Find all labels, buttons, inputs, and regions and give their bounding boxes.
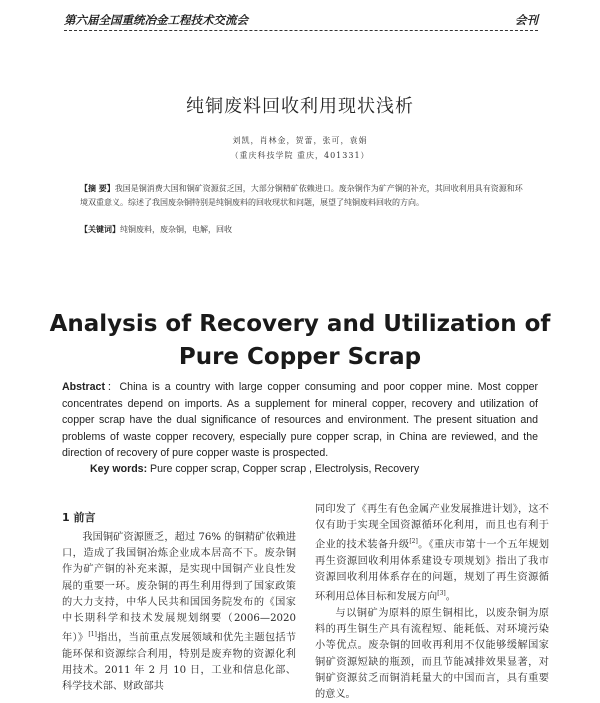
abstract-cn: [80, 181, 526, 210]
keywords-cn-text: 纯铜废料，废杂铜，电解，回收: [120, 225, 232, 234]
publication-label: 会刊: [515, 13, 538, 27]
paper-title-cn: 纯铜废料回收利用现状浅析: [186, 96, 414, 117]
paragraph-text: 。: [445, 591, 456, 603]
citation-ref: [1]: [88, 631, 97, 639]
abstract-en: [62, 379, 538, 462]
body-paragraph: [315, 606, 549, 703]
conference-title: 第六届全国重统冶金工程技术交流会: [64, 13, 248, 27]
keywords-en-label: Key words:: [90, 463, 148, 475]
section-heading-intro: 1 前言: [62, 511, 96, 524]
keywords-cn: [80, 222, 526, 237]
body-column-right: [315, 502, 549, 703]
keywords-en: [90, 461, 540, 477]
page-header: [0, 0, 600, 40]
body-paragraph: [62, 530, 296, 695]
abstract-cn-text: 我国是铜消费大国和铜矿资源贫乏国，大部分铜精矿依赖进口。废杂铜作为矿产铜的补充，其回收利用具有资源和环境双重意义。综述了我国废杂铜特别是纯铜废料的回收现状和问题，展望了纯铜废料回收的方向。: [80, 184, 523, 207]
paragraph-text: 。《重庆市第十一个五年规划再生资源回收利用体系建设专项规划》指出了我市资源回收利用体系存在的问题，规划了再生资源循环利用总体目标和发展方向: [315, 539, 550, 603]
keywords-cn-label: 【关键词】: [80, 224, 120, 234]
abstract-en-label: Abstract: [62, 381, 105, 393]
paragraph-text: 与以铜矿为原料的原生铜相比，以废杂铜为原料的再生铜生产具有流程短、能耗低、对环境污染小等优点。废杂铜的回收再利用不仅能够缓解国家铜矿资源短缺的瓶颈，而且节能减排效果显著，对铜矿资源贫乏而铜消耗量大的中国而言，具有重要的意义。: [315, 608, 549, 701]
paragraph-text: 同印发了《再生有色金属产业发展推进计划》，这不仅有助于实现全国资源循环化利用，而且也有利于企业的技术装备升级: [315, 504, 549, 551]
keywords-en-text: Pure copper scrap, Copper scrap , Electrolysis, Recovery: [147, 463, 420, 475]
authors: 刘凯，肖林金，贺蕾，张可，袁娟: [232, 136, 368, 145]
affiliation: （重庆科技学院 重庆，401331）: [230, 151, 370, 160]
header-rule: [64, 30, 538, 31]
abstract-en-text: ：China is a country with large copper consuming and poor copper mine. Most copper concentrates depend on imports. As a supplement for mineral copper, recovery and utilization of copper scrap have the dual significance of resources and environment. The present situation and problems of waste copper recovery, especially pure copper scrap, in China are reviewed, and the direction of recovery of pure copper waste is prospected.: [62, 381, 538, 459]
paragraph-text: 我国铜矿资源匮乏，超过 76% 的铜精矿依赖进口，造成了我国铜冶炼企业成本居高不下。废杂铜作为矿产铜的补充来源，是实现中国铜产业良性发展的重要一环。废杂铜的再生利用得到了国家政策的大力支持，中华人民共和国国务院发布的《国家中长期科学和技术发展规划纲要（2006—2020 年）》: [62, 532, 296, 644]
paragraph-text: 指出，当前重点发展领域和优先主题包括节能环保和资源综合利用，特别是废弃物的资源化利用技术。2011 年 2 月 10 日，工业和信息化部、科学技术部、财政部共: [62, 632, 297, 693]
abstract-cn-label: 【摘 要】: [80, 183, 115, 193]
paper-title-en: Analysis of Recovery and Utilization of Pure Copper Scrap: [49, 311, 551, 370]
citation-ref: [3]: [437, 590, 446, 598]
citation-ref: [2]: [409, 538, 418, 546]
body-paragraph: [315, 502, 549, 606]
body-column-left: [62, 530, 296, 695]
